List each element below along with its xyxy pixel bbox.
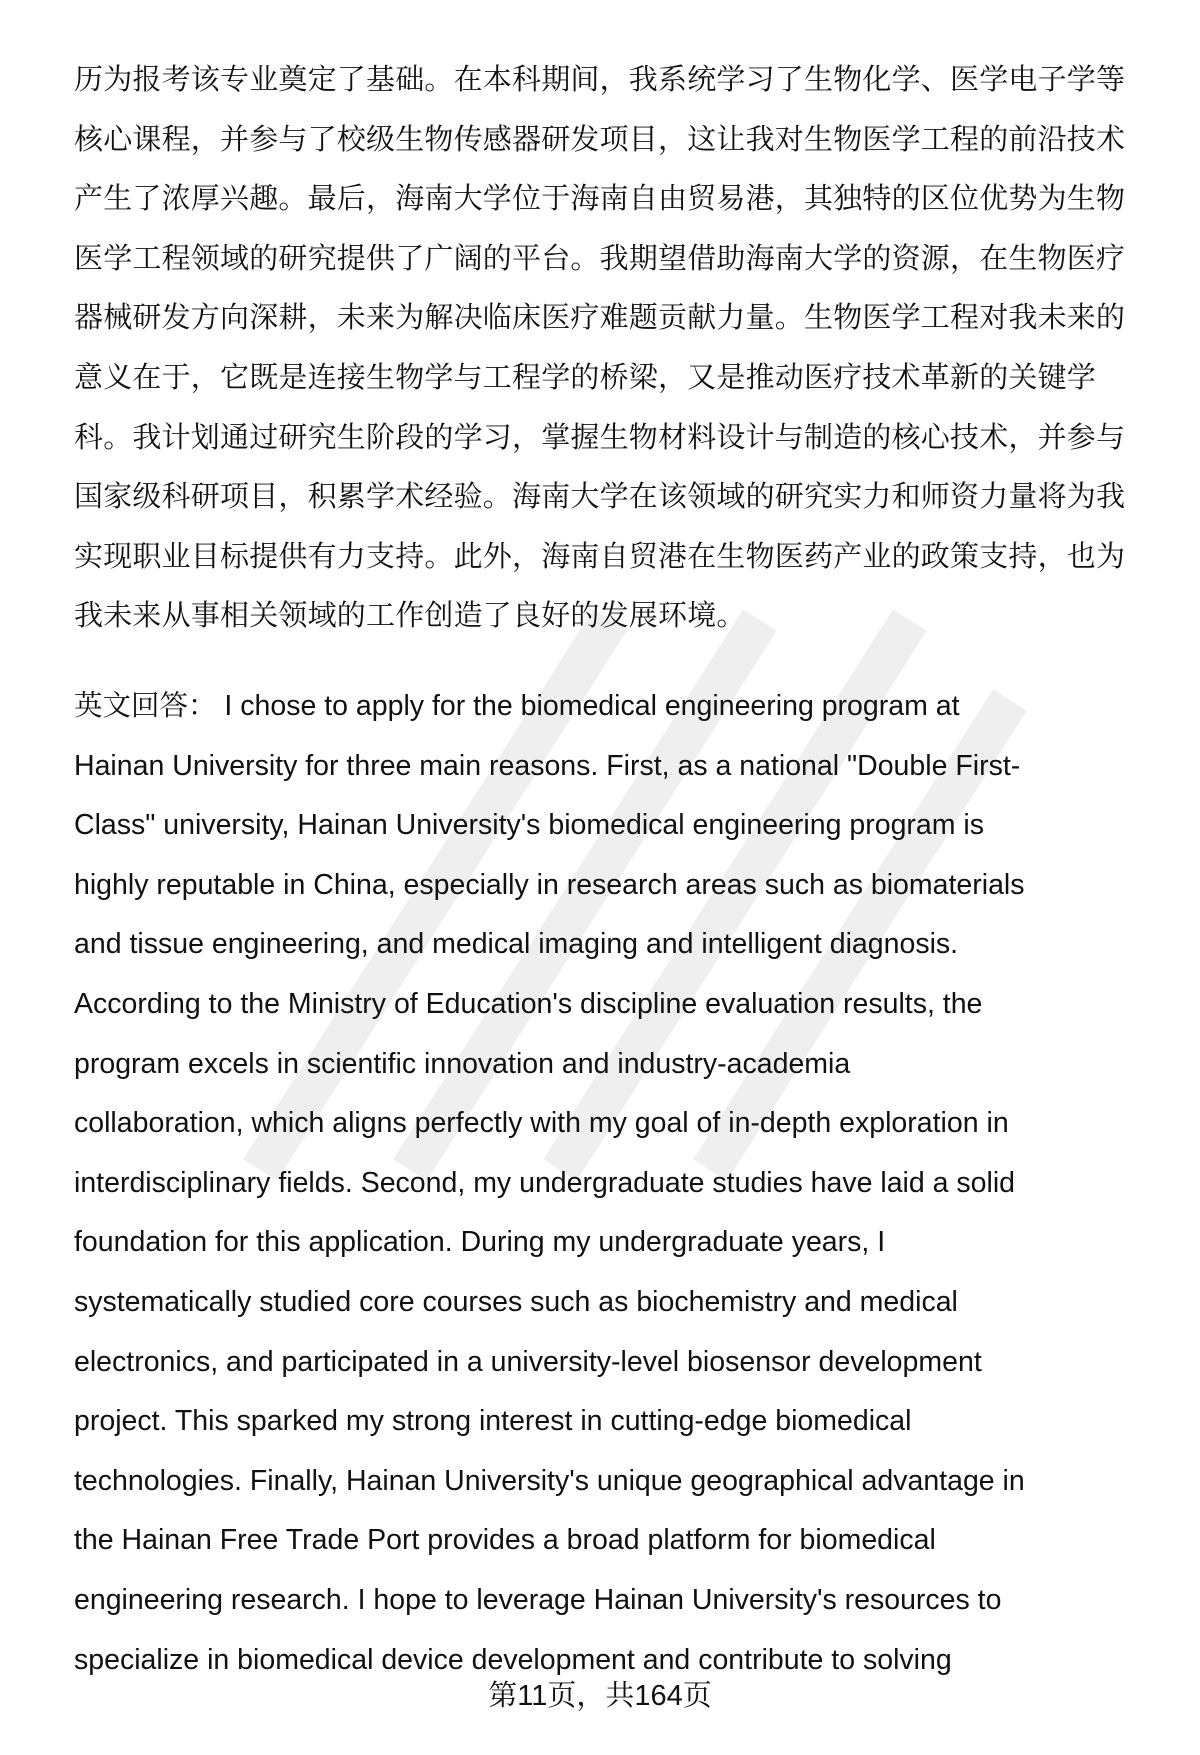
page-number: 第11页，共164页 xyxy=(488,1680,712,1712)
text-line: collaboration, which aligns perfectly with my goal of in-depth exploration in xyxy=(74,1107,1009,1140)
text-line: specialize in biomedical device development and contribute to solving xyxy=(74,1643,952,1676)
text-line: 医学工程领域的研究提供了广阔的平台。我期望借助海南大学的资源，在生物医疗 xyxy=(74,242,1126,275)
text-line: engineering research. I hope to leverage Hainan University's resources to xyxy=(74,1584,1002,1616)
text-line: According to the Ministry of Education's discipline evaluation results, the xyxy=(74,988,983,1020)
text-line: highly reputable in China, especially in research areas such as biomaterials xyxy=(74,868,1025,901)
text-line: program excels in scientific innovation and industry-academia xyxy=(74,1047,851,1080)
text-line: 我未来从事相关领域的工作创造了良好的发展环境。 xyxy=(74,600,746,633)
text-line: Class" university, Hainan University's biomedical engineering program is xyxy=(74,809,984,842)
text-line: 意义在于，它既是连接生物学与工程学的桥梁，又是推动医疗技术革新的关键学 xyxy=(74,362,1097,394)
text-line: systematically studied core courses such as biochemistry and medical xyxy=(74,1286,958,1318)
text-line: and tissue engineering, and medical imaging and intelligent diagnosis. xyxy=(74,928,959,961)
text-line: 器械研发方向深耕，未来为解决临床医疗难题贡献力量。生物医学工程对我未来的 xyxy=(74,302,1126,335)
text-line: Hainan University for three main reasons. First, as a national "Double First- xyxy=(74,749,1021,782)
text-line: foundation for this application. During my undergraduate years, I xyxy=(74,1226,886,1259)
text-line: 历为报考该专业奠定了基础。在本科期间，我系统学习了生物化学、医学电子学等 xyxy=(74,64,1126,96)
text-line: project. This sparked my strong interest in cutting-edge biomedical xyxy=(74,1405,912,1438)
text-line: 核心课程，并参与了校级生物传感器研发项目，这让我对生物医学工程的前沿技术 xyxy=(74,123,1126,156)
text-line: 实现职业目标提供有力支持。此外，海南自贸港在生物医药产业的政策支持，也为 xyxy=(74,540,1126,573)
text-line: technologies. Finally, Hainan University's unique geographical advantage in xyxy=(74,1464,1025,1497)
text-line: the Hainan Free Trade Port provides a broad platform for biomedical xyxy=(74,1524,936,1557)
text-line: 英文回答： I chose to apply for the biomedical engineering program at xyxy=(74,690,960,722)
text-line: electronics, and participated in a university-level biosensor development xyxy=(74,1345,982,1378)
text-line: 国家级科研项目，积累学术经验。海南大学在该领域的研究实力和师资力量将为我 xyxy=(74,481,1126,514)
text-line: 产生了浓厚兴趣。最后，海南大学位于海南自由贸易港，其独特的区位优势为生物 xyxy=(74,183,1126,216)
text-line: 科。我计划通过研究生阶段的学习，掌握生物材料设计与制造的核心技术，并参与 xyxy=(74,421,1126,454)
text-line: interdisciplinary fields. Second, my undergraduate studies have laid a solid xyxy=(74,1166,1016,1199)
